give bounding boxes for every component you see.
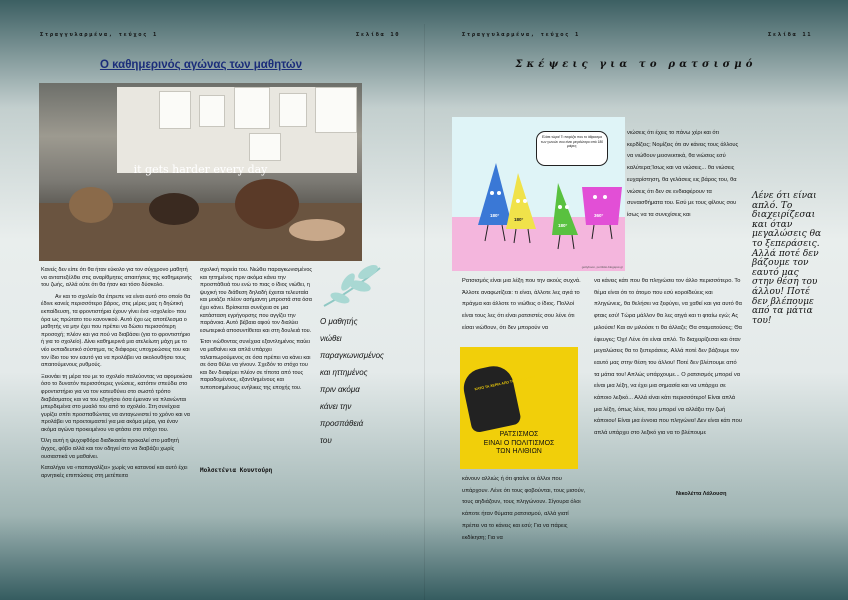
students-photo: [39, 83, 362, 261]
degree-label: 180°: [514, 217, 524, 222]
paragraph: Όλη αυτή η ψυχοφθόρα διαδικασία προκαλεί στο μαθητή άγχος, φόβο αλλά και τον οδηγεί στο να διαβάζει χωρίς ουσιαστικά να μαθαίνει.: [41, 438, 179, 460]
right-header-issue: Στραγγυλαρμένα, τεύχος 1: [462, 32, 580, 38]
hand-text: ΚΑΤΩ ΤΑ ΧΕΡΙΑ ΑΠΟ ΤΟΝ ΦΙΛΟ ΜΟΥ: [474, 374, 536, 392]
student-head: [69, 187, 113, 223]
right-column-left-bottom: κάνουν αλλιώς ή ότι φταίνε οι άλλοι που υπάρχουν. Λένε ότι τους φοβούνται, τους μισούν, τους αηδιάζουν, τους πληγώνουν. Σίγουρα όλοι κάποτε ήταν θύματα ρατσισμού, αλλά γιατί πρέπει να το κάνεις και εσύ; Για να πάρεις εκδίκηση; Για να: [462, 476, 586, 541]
page-gutter: [424, 24, 425, 600]
pull-quote-line: παραγκωνισμένος: [320, 351, 384, 360]
wall-poster: [249, 133, 281, 161]
pull-quote-line: του: [320, 436, 332, 445]
right-column-middle: να κάνεις κάτι που θα πληγώσει τον άλλο περισσότερο. Το θέμα είναι ότι το άτομο που εσύ κοροϊδεύεις και πληγώνεις, θα θελήσει να ξεφύγει, να χαθεί και για αυτό θα φταις εσύ! Τώρα μάλλον θα λες αηγά και τι φταίω εγώ; Ας μιλούσε! Και αν μιλούσε τι θα άλλαζε; Θα σταματούσες; Θα έφευγες; Όχι! Λένε ότι είναι απλό. Το διαχειρίζεσαι και όταν μεγαλώσεις θα το ξεπεράσεις. Αλλά ποτέ δεν βάζουμε τον εαυτό μας στην θέση του άλλου! Ποτέ δεν βλέπουμε από τα μάτια του! Απλώς υπάρχουμε... Ο ρατσισμός μπορεί να είναι μια λέξη, να έχει μια σημασία και να υπάρχει σε κάποιο λεξικό... Αλλά είναι κάτι περισσότερο! Είναι απλά μια λέξη, όπως λένε, που μπορεί να αλλάξει την ζωή κάποιου! Είναι μια έννοια που πληγώνει! Δεν είναι κάτι που απλά υπάρχει στο λεξικό για να το βλέπουμε: [594, 278, 742, 437]
cartoon-credit: gottyboon, portfolio.blogspot.gr: [581, 265, 623, 269]
speech-bubble: Ελάτε τώρα! Τι πειράζει που το άθροισμα των γωνιών σου είναι μεγαλύτερο από 180 μοίρες;: [536, 131, 608, 166]
racism-poster: [460, 347, 578, 469]
poster-line: ΕΙΝΑΙ Ο ΠΟΛΙΤΙΣΜΟΣ: [483, 439, 555, 447]
wall-poster: [279, 93, 307, 127]
right-article-signature: Νικολέττα Λάλουση: [676, 491, 727, 497]
right-article-title: Σκέψεις για το ρατσισμό: [515, 59, 757, 70]
poster-line: ΤΩΝ ΗΛΙΘΙΩΝ: [496, 448, 542, 455]
left-header-issue: Στραγγυλαρμένα, τεύχος 1: [40, 32, 158, 38]
paragraph: σχολική πορεία του. Νιώθει παραγκωνισμένος και ηττημένος πριν ακόμα κάνει την προσπάθειά του ενώ το πιας ο ίδιος νιώθει, η ψυχική του διάθεση δηλαδή έχειται τελευταία και μοιάζει πλέον ασήμαντη μπροστά στα όσα έχει κάνει. Βρίσκεται συνέχεια σε μια κατάσταση εγρήγορσης που αγγίζει την παράνοια. Αυτό βέβαια αφού τον διαλύει εσωτερικά αποσυντίθεται και στη δουλειά του.: [200, 267, 313, 334]
student-head: [235, 179, 299, 229]
poster-line: ΡΑΤΣΙΣΜΟΣ: [499, 431, 539, 438]
student-head: [149, 193, 199, 225]
leaf-branch-icon: [320, 262, 390, 310]
degree-label: 180°: [558, 223, 568, 228]
left-pull-quote: [320, 313, 400, 449]
hand-icon: [460, 362, 522, 433]
pull-quote-line: πριν ακόμα: [320, 385, 360, 394]
photo-caption: it gets harder every day: [133, 163, 268, 176]
pull-quote-line: και ηττημένος: [320, 368, 368, 377]
paragraph: Αν και το σχολείο θα έπρεπε να είναι αυτό στο οποίο θα έδινε κανείς περισσότερο βάρος, στις μέρες μας η δηώτική εκπαίδευση, τα φροντιστήρια έχουν γίνει ένα «σχολείο» που όρα ως πρώτατο του κανονικού. Αυτό έχει ως αποτέλεσμα ο μαθητής να μην έχει που πρέπει να δώσει περισσότερη προσοχή; πλέον και για πού να διαβάσει (για το φροντιστήριο ή για το σχολείο). Δίνει καθημερινά μια ατελείωτη μάχη με το νέο εκπαιδευτικό σύστημα, τις διάφορες υποχρεώσεις του και τον ίδιο του τον εαυτό για να προλάβει να ακολουθήσει τους απαιτούμενους ρυθμούς.: [41, 293, 191, 369]
right-header-page: Σελίδα 11: [768, 32, 813, 38]
degree-label: 180°: [490, 213, 500, 218]
poster-slogan: [460, 431, 578, 457]
pull-quote-line: κάνει την: [320, 402, 352, 411]
shapes-cartoon: [452, 117, 625, 271]
paragraph: Ξεκινάει τη μέρα του με το σχολείο παλεύοντας να αφομοιώσει όσο το δυνατόν περισσότερες γνώσεις, κατόπιν σπεύδει στο φροντιστήριο για να τον κατευθύνει στο σωστό τρόπο διαβάσματος και να του εξηγήσει όσα έμειναν να πλανώνται μπερδεμένα στο μυαλό του από το σχολείο. Στη συνέχεια γυρίζει σπίτι προσπαθώντας να ανταγωνιστεί το χρόνο και να προλάβει να προετοιμαστεί για μια ακόμα μέρα, για έναν ακόμα αγώνα προκειμένου να φτάσει στο στόχο του.: [41, 373, 193, 433]
wall-poster: [199, 95, 225, 127]
right-column-top: νιώσεις ότι έχεις το πάνω χέρι και ότι κερδίζεις; Νομίζεις ότι αν κάνεις τους άλλους να νιώθουν μειονεκτικά, θα νιώσεις εσύ καλύτερα;Ίσως και να νιώσεις... θα νιώσεις ευχαρίστηση, θα γελάσεις εις βάρος του, θα νιώσεις ότι δεν σε ενδιαφέρουν τα συναισθήματα του. Εσύ με τους φίλους σου ίσως να τα συνεχίσεις και: [627, 130, 739, 218]
left-article-column-2: [200, 267, 316, 397]
left-article-signature: Μολσετένια Κουντούρη: [200, 467, 273, 474]
triangle-characters: [452, 117, 625, 271]
pull-quote-line: προσπάθειά: [320, 419, 364, 428]
student-arm: [289, 219, 345, 241]
pull-quote-line: Ο μαθητής: [320, 317, 358, 326]
right-column-left: Ρατσισμός είναι μια λέξη που την ακούς συχνά. Άλλοτε αναφωτίζεαι: τι είναι, άλλοτε λες αγιά το πράγμα και άλλοτε το νιώθεις ο ίδιος. Πολλοί είναι τους λες ότι είναι ρατσιστές σου λένε ότι είσαι νιώθουν, ότι δεν μπορούν να: [462, 278, 581, 331]
left-header-page: Σελίδα 10: [356, 32, 401, 38]
paragraph: Καταλήγει να «παπαγαλίζει» χωρίς να κατανοεί και αυτό έχει αρνητικές επιπτώσεις στη μετέπειτα: [41, 465, 188, 479]
paragraph: Έτσι νιώθοντας συνέχεια εξαντλημένος παύει να μαθαίνει και απλά υπάρχει ταλαιπωρούμενος σε όσα πρέπει να κάνει και σε όσα θέλει να γίνουν. Σχεδόν το στόχο του και δεν διαφέρει πλέον σε τίποτα από τους παραδομένους, εξαντλημένους και τυποποιημένους ενήλικες της εποχής του.: [200, 339, 311, 391]
pull-quote-line: νιώθει: [320, 334, 342, 343]
paragraph: Κανείς δεν είπε ότι θα ήταν εύκολο για τον σύγχρονο μαθητή να ανταπεξέλθει στις αναρίθμητες απαιτήσεις της καθημερινής του ζωής, αλλά ούτε ότι θα ήταν και τόσο δύσκολο.: [41, 267, 192, 289]
left-article-title: Ο καθημερινός αγώνας των μαθητών: [99, 59, 303, 71]
right-pull-quote: Λένε ότι είναι απλό. Το διαχειρίζεσαι και όταν μεγαλώσεις θα το ξεπεράσεις. Αλλά ποτέ δεν βάζουμε τον εαυτό μας στην θέση του άλλου! Ποτέ δεν βλέπουμε από τα μάτια του!: [752, 191, 822, 326]
left-article-column-1: [41, 267, 194, 484]
degree-label: 360°: [594, 213, 604, 218]
wall-poster: [234, 87, 270, 129]
wall-poster: [315, 87, 357, 133]
wall-poster: [159, 91, 191, 129]
